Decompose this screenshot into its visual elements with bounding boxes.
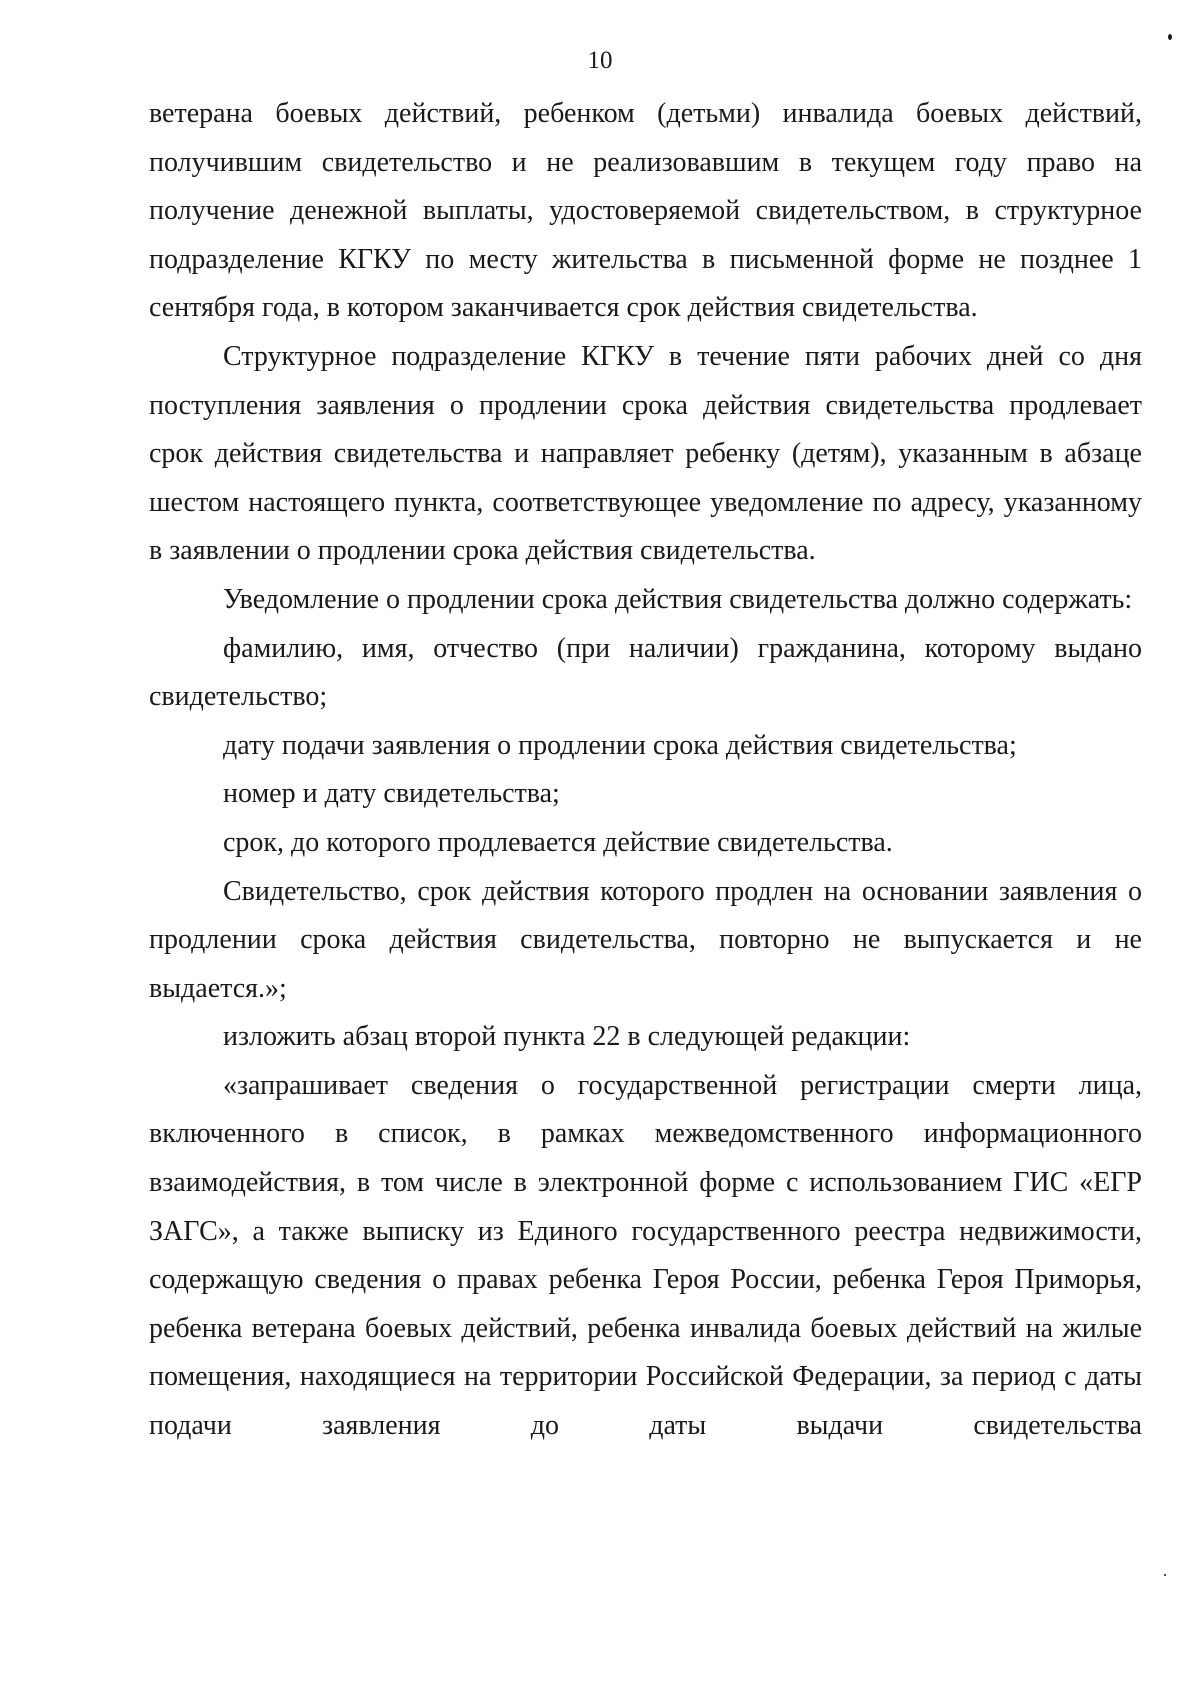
scan-speck-bottom-right bbox=[1164, 1574, 1166, 1576]
document-body bbox=[149, 90, 1142, 1451]
scan-speck-top-right bbox=[1168, 34, 1172, 40]
paragraph-extension-procedure: Структурное подразделение КГКУ в течение пяти рабочих дней со дня поступления заявления о продлении срока действия свидетельства продлевает срок действия свидетельства и направляет ребенку (детям), указанным в абзаце шестом настоящего пункта, соответствующее уведомление по адресу, указанному в заявлении о продлении срока действия свидетельства. bbox=[149, 340, 1142, 567]
paragraph-continuation: ветерана боевых действий, ребенком (детьми) инвалида боевых действий, получившим свидетельство и не реализовавшим в текущем году право на получение денежной выплаты, удостоверяемой свидетельством, в структурное подразделение КГКУ по месту жительства в письменной форме не позднее 1 сентября года, в котором заканчивается срок действия свидетельства. bbox=[149, 98, 1142, 324]
paragraph-notice-item-term: срок, до которого продлевается действие свидетельства. bbox=[223, 826, 893, 858]
paragraph-not-reissued: Свидетельство, срок действия которого продлен на основании заявления о продлении срока действия свидетельства, повторно не выпускается и не выдается.»; bbox=[149, 875, 1142, 1004]
paragraph-notice-contents-intro: Уведомление о продлении срока действия свидетельства должно содержать: bbox=[223, 583, 1133, 615]
paragraph-notice-item-number: номер и дату свидетельства; bbox=[223, 778, 560, 810]
paragraph-notice-item-name: фамилию, имя, отчество (при наличии) гражданина, которому выдано свидетельство; bbox=[149, 632, 1142, 713]
paragraph-amendment-text: «запрашивает сведения о государственной регистрации смерти лица, включенного в список, в рамках межведомственного информационного взаимодействия, в том числе в электронной форме с использованием ГИС «ЕГР ЗАГС», а также выписку из Единого государственного реестра недвижимости, содержащую сведения о правах ребенка Героя России, ребенка Героя Приморья, ребенка ветерана боевых действий, ребенка инвалида боевых действий на жилые помещения, находящиеся на территории Российской Федерации, за период с даты подачи заявления до даты выдачи свидетельства bbox=[149, 1069, 1142, 1442]
paragraph-amendment-instruction: изложить абзац второй пункта 22 в следующей редакции: bbox=[223, 1021, 911, 1053]
paragraph-notice-item-date: дату подачи заявления о продлении срока действия свидетельства; bbox=[223, 729, 1017, 761]
page-number: 10 bbox=[587, 47, 613, 74]
